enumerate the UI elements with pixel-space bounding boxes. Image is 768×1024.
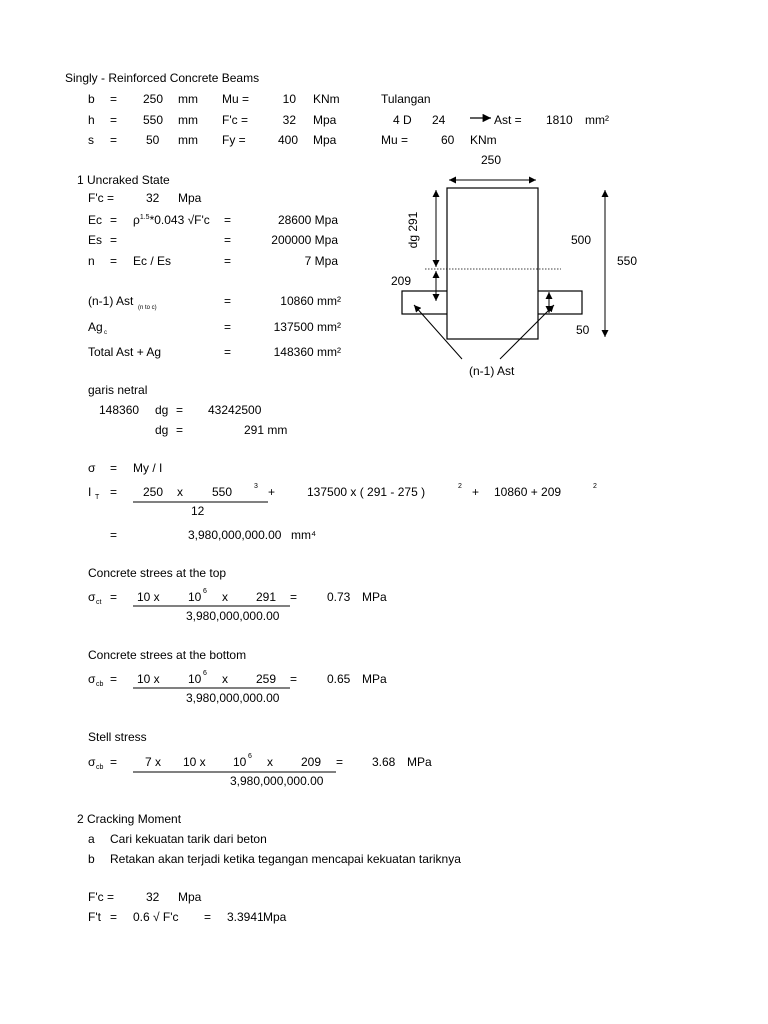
dim-eq-s: = [110, 133, 118, 147]
stress-bottom-heading: Concrete strees at the bottom [88, 648, 247, 662]
prop-value-fc: 32 [282, 113, 296, 127]
stress-top-y: 291 [256, 590, 277, 604]
it-eq: = [110, 485, 118, 499]
stress-top-subscript: ct [96, 599, 102, 606]
transformed-steel-eq: = [224, 294, 232, 308]
stress-bottom-eq: = [110, 672, 118, 686]
stress-top-heading: Concrete strees at the top [88, 566, 227, 580]
uncracked-heading: 1 Uncraked State [77, 173, 170, 187]
dim-eq-b: = [110, 92, 118, 106]
reinforcement-bars: 4 D [393, 113, 412, 127]
stress-bottom-unit: MPa [362, 672, 387, 686]
it-result: 3,980,000,000.00 [188, 528, 282, 542]
diagram-width-label: 250 [481, 153, 502, 167]
cracking-fc-label: F'c = [88, 890, 114, 904]
cracking-fc-value: 32 [146, 890, 160, 904]
steel-stress-heading: Stell stress [88, 730, 147, 744]
uncracked-fc-unit: Mpa [178, 191, 202, 205]
total-area-result: 148360 mm² [273, 345, 341, 359]
ec-eq2: = [224, 213, 232, 227]
mu-design-label: Mu = [381, 133, 409, 147]
it-result-eq: = [110, 528, 118, 542]
it-parallel-axis-term: 137500 x ( 291 - 275 ) [307, 485, 426, 499]
reinforcement-diameter: 24 [432, 113, 446, 127]
stress-bottom-eq2: = [290, 672, 298, 686]
stress-top-result: 0.73 [327, 590, 351, 604]
ec-result: 28600 Mpa [277, 213, 338, 227]
diagram-cover-label: 50 [576, 323, 590, 337]
it-symbol: I [88, 485, 92, 499]
prop-value-mu: 10 [282, 92, 296, 106]
transformed-steel-label: (n-1) Ast [88, 294, 134, 308]
diagram-na-to-steel-label: 209 [391, 274, 412, 288]
cracking-step-marker-a: a [88, 832, 95, 846]
steel-stress-result: 3.68 [372, 755, 396, 769]
diagram-steel-label: (n-1) Ast [469, 364, 515, 378]
it-parallel-exponent: 2 [458, 483, 462, 490]
total-area-label: Total Ast + Ag [88, 345, 162, 359]
transformed-steel-result: 10860 mm² [280, 294, 341, 308]
prop-unit-fy: Mpa [313, 133, 337, 147]
transformed-steel-band [402, 291, 582, 314]
steel-leader-left-arrow [414, 305, 462, 359]
dim-eq-h: = [110, 113, 118, 127]
diagram-total-height-label: 550 [617, 254, 638, 268]
it-b: 250 [143, 485, 164, 499]
steel-stress-eq2: = [336, 755, 344, 769]
stress-top-moment: 10 x [137, 590, 160, 604]
neutral-axis-heading: garis netral [88, 383, 148, 397]
it-steel-exponent: 2 [593, 483, 597, 490]
sigma-formula: My / I [133, 461, 163, 475]
gross-area-eq: = [224, 320, 232, 334]
dim-symbol-h: h [88, 113, 95, 127]
beam-section [447, 188, 538, 339]
gross-area-result: 137500 mm² [273, 320, 341, 334]
it-result-unit: mm⁴ [291, 528, 317, 542]
stress-top-power-base: 10 [188, 590, 202, 604]
prop-unit-fc: Mpa [313, 113, 337, 127]
sigma-symbol: σ [88, 461, 96, 475]
dim-value-h: 550 [143, 113, 164, 127]
ec-formula [133, 213, 210, 230]
steel-stress-modular-ratio: 7 x [145, 755, 162, 769]
neutral-axis-eq-2: = [176, 423, 184, 437]
dim-symbol-b: b [88, 92, 95, 106]
es-eq: = [110, 233, 118, 247]
es-eq2: = [224, 233, 232, 247]
it-plus-1: + [268, 485, 276, 499]
stress-bottom-moment: 10 x [137, 672, 160, 686]
stress-bottom-y: 259 [256, 672, 277, 686]
stress-top-power-exponent: 6 [203, 588, 207, 595]
stress-top-sigma: σ [88, 590, 96, 604]
es-result: 200000 Mpa [271, 233, 338, 247]
ec-label: Ec [88, 213, 103, 227]
dim-unit-s: mm [178, 133, 198, 147]
prop-unit-mu: KNm [313, 92, 340, 106]
ast-value: 1810 [546, 113, 573, 127]
ec-formula-rest: *0.043 √F'c [149, 213, 210, 227]
reinforcement-heading: Tulangan [381, 92, 431, 106]
steel-leader-right-arrow [500, 305, 554, 359]
stress-top-eq2: = [290, 590, 298, 604]
it-times: x [177, 485, 183, 499]
n-label: n [88, 254, 95, 268]
dim-value-s: 50 [146, 133, 160, 147]
neutral-axis-eq-1: = [176, 403, 184, 417]
cracking-heading: 2 Cracking Moment [77, 812, 182, 826]
diagram-dg-label: dg 291 [406, 211, 420, 249]
it-steel-term: 10860 + 209 [494, 485, 562, 499]
gross-area-subscript: c [104, 330, 107, 336]
steel-stress-eq: = [110, 755, 118, 769]
prop-label-mu: Mu = [222, 92, 250, 106]
n-eq: = [110, 254, 118, 268]
prop-value-fy: 400 [277, 133, 298, 147]
dim-symbol-s: s [88, 133, 94, 147]
ft-unit: Mpa [263, 910, 287, 924]
sigma-eq: = [110, 461, 118, 475]
steel-stress-times: x [267, 755, 273, 769]
diagram-effective-depth-label: 500 [571, 233, 592, 247]
uncracked-fc-value: 32 [146, 191, 160, 205]
stress-top-times: x [222, 590, 228, 604]
ft-label: F't [88, 910, 101, 924]
cracking-fc-unit: Mpa [178, 890, 202, 904]
neutral-axis-value-2: 291 mm [244, 423, 288, 437]
ft-formula: 0.6 √ F'c [133, 910, 179, 924]
stress-bottom-power-base: 10 [188, 672, 202, 686]
steel-stress-y: 209 [301, 755, 322, 769]
ec-rho: ρ [133, 213, 140, 227]
uncracked-fc-label: F'c = [88, 191, 114, 205]
es-label: Es [88, 233, 103, 247]
neutral-axis-var-2: dg [155, 423, 169, 437]
gross-area-label: Ag [88, 320, 103, 334]
steel-stress-power-exponent: 6 [248, 753, 252, 760]
stress-top-denominator: 3,980,000,000.00 [186, 609, 280, 623]
steel-stress-power-base: 10 [233, 755, 247, 769]
cracking-step-text-a: Cari kekuatan tarik dari beton [110, 832, 267, 846]
it-h: 550 [212, 485, 233, 499]
steel-stress-sigma: σ [88, 755, 96, 769]
stress-bottom-times: x [222, 672, 228, 686]
ec-eq: = [110, 213, 118, 227]
it-subscript: T [95, 494, 100, 501]
steel-stress-moment: 10 x [183, 755, 206, 769]
ast-label: Ast = [494, 113, 522, 127]
it-denominator: 12 [191, 504, 205, 518]
stress-top-unit: MPa [362, 590, 387, 604]
dim-unit-b: mm [178, 92, 198, 106]
stress-bottom-result: 0.65 [327, 672, 351, 686]
total-area-eq: = [224, 345, 232, 359]
mu-design-value: 60 [441, 133, 455, 147]
stress-bottom-denominator: 3,980,000,000.00 [186, 691, 280, 705]
document-title: Singly - Reinforced Concrete Beams [65, 71, 260, 85]
ec-rho-exponent: 1.5 [139, 214, 150, 221]
cracking-step-marker-b: b [88, 852, 95, 866]
neutral-axis-value-1: 43242500 [208, 403, 262, 417]
n-formula: Ec / Es [133, 254, 172, 268]
prop-label-fc: F'c = [222, 113, 248, 127]
steel-stress-unit: MPa [407, 755, 432, 769]
ft-value: 3.3941 [227, 910, 264, 924]
cracking-step-text-b: Retakan akan terjadi ketika tegangan mencapai kekuatan tariknya [110, 852, 461, 866]
transformed-steel-subscript: (n to c) [138, 305, 157, 311]
it-plus-2: + [472, 485, 480, 499]
steel-stress-denominator: 3,980,000,000.00 [230, 774, 324, 788]
stress-bottom-subscript: cb [96, 681, 104, 688]
n-result: 7 Mpa [304, 254, 338, 268]
ast-unit: mm² [585, 113, 609, 127]
steel-stress-subscript: cb [96, 764, 104, 771]
it-h-exponent: 3 [254, 483, 258, 490]
stress-bottom-power-exponent: 6 [203, 670, 207, 677]
stress-top-eq: = [110, 590, 118, 604]
n-eq2: = [224, 254, 232, 268]
stress-bottom-sigma: σ [88, 672, 96, 686]
neutral-axis-coef: 148360 [99, 403, 140, 417]
neutral-axis-var-1: dg [155, 403, 169, 417]
ft-eq2: = [204, 910, 212, 924]
dim-unit-h: mm [178, 113, 198, 127]
ft-eq: = [110, 910, 118, 924]
mu-design-unit: KNm [470, 133, 497, 147]
dim-value-b: 250 [143, 92, 164, 106]
prop-label-fy: Fy = [222, 133, 246, 147]
